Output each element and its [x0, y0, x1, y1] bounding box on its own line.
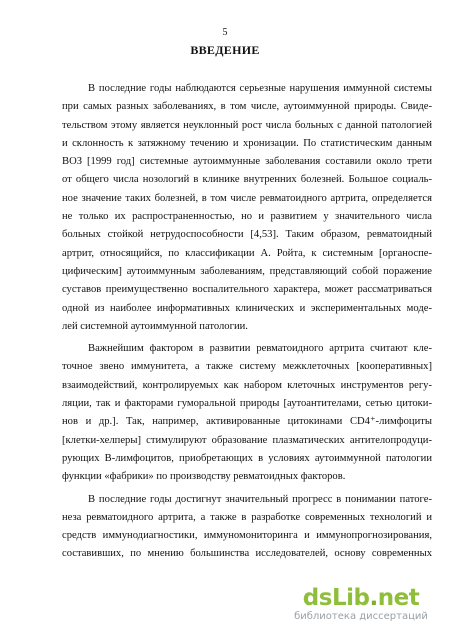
dslib-logo: dsLib.net — [302, 585, 420, 611]
text-line: точное звено иммунитета, а также систему межклеточных [кооперативных] — [62, 361, 432, 373]
text-line: В последние годы достигнут значительный прогресс в понимании патоге- — [88, 493, 432, 505]
text-line: составивших, по мнению большинства исследователей, основу современных — [62, 548, 432, 560]
text-line: Важнейшим фактором в развитии ревматоидного артрита считают кле- — [88, 343, 432, 355]
text-line: средств иммунодиагностики, иммуномониторинга и иммунопрогнозирования, — [62, 530, 432, 542]
text-line: цифическим] аутоиммунным заболеваниям, представляющий собой поражение — [62, 265, 432, 277]
page-number: 5 — [222, 27, 228, 38]
text-line: взаимодействий, контролируемых как набором клеточных инструментов регу- — [62, 379, 432, 391]
text-line: и склонность к затяжному течению и хронизации. По статистическим данным — [62, 137, 432, 149]
text-line: больных стойкой нетрудоспособности [4,53]. Таким образом, ревматоидный — [62, 229, 432, 241]
text-line: ное значение таких болезней, в том числе ревматоидного артрита, определяется — [62, 192, 432, 204]
text-line: артрит, относящийся, по классификации А. Ройта, к системным [органоспе- — [62, 247, 432, 259]
dslib-subtitle: библиотека диссертаций — [294, 611, 428, 622]
text-line: ляции, так и факторами гуморальной природы [аутоантителами, сетью цитоки- — [62, 398, 432, 410]
text-line: нов и др.]. Так, например, активированные цитокинами CD4⁺-лимфоциты — [62, 416, 432, 428]
text-line: при самых разных заболеваниях, в том числе, аутоиммунной природы. Свиде- — [62, 101, 432, 113]
text-line: тельством этому является неуклонный рост числа больных с данной патологией — [62, 119, 432, 131]
text-line: В последние годы наблюдаются серьезные нарушения иммунной системы — [88, 83, 432, 94]
text-line: одной из наиболее информативных клинических и экспериментальных моде- — [62, 302, 432, 314]
text-line: неза ревматоидного артрита, а также в разработке современных технологий и — [62, 511, 432, 523]
text-line: ВОЗ [1999 год] системные аутоиммунные заболевания составили около трети — [62, 156, 432, 168]
text-line: [клетки-хелперы] стимулируют образование плазматических антителопродуци- — [62, 434, 432, 446]
section-heading: ВВЕДЕНИЕ — [190, 43, 260, 57]
dslib-watermark[interactable] — [286, 586, 436, 623]
text-line: рующих В-лимфоцитов, приобретающих в условиях аутоиммунной патологии — [62, 452, 432, 464]
text-line: суставов преимущественно воспалительного характера, может рассматриваться — [62, 284, 432, 296]
text-line: от общего числа нозологий в клинике внутренних болезней. Большое социаль- — [62, 174, 432, 186]
body-text — [62, 80, 432, 564]
text-line: функции «фабрики» по производству ревматоидных факторов. — [62, 471, 346, 483]
text-line: лей системной аутоиммунной патологии. — [62, 320, 248, 332]
text-line: не только их распространенностью, но и развитием у значительного числа — [62, 211, 432, 223]
